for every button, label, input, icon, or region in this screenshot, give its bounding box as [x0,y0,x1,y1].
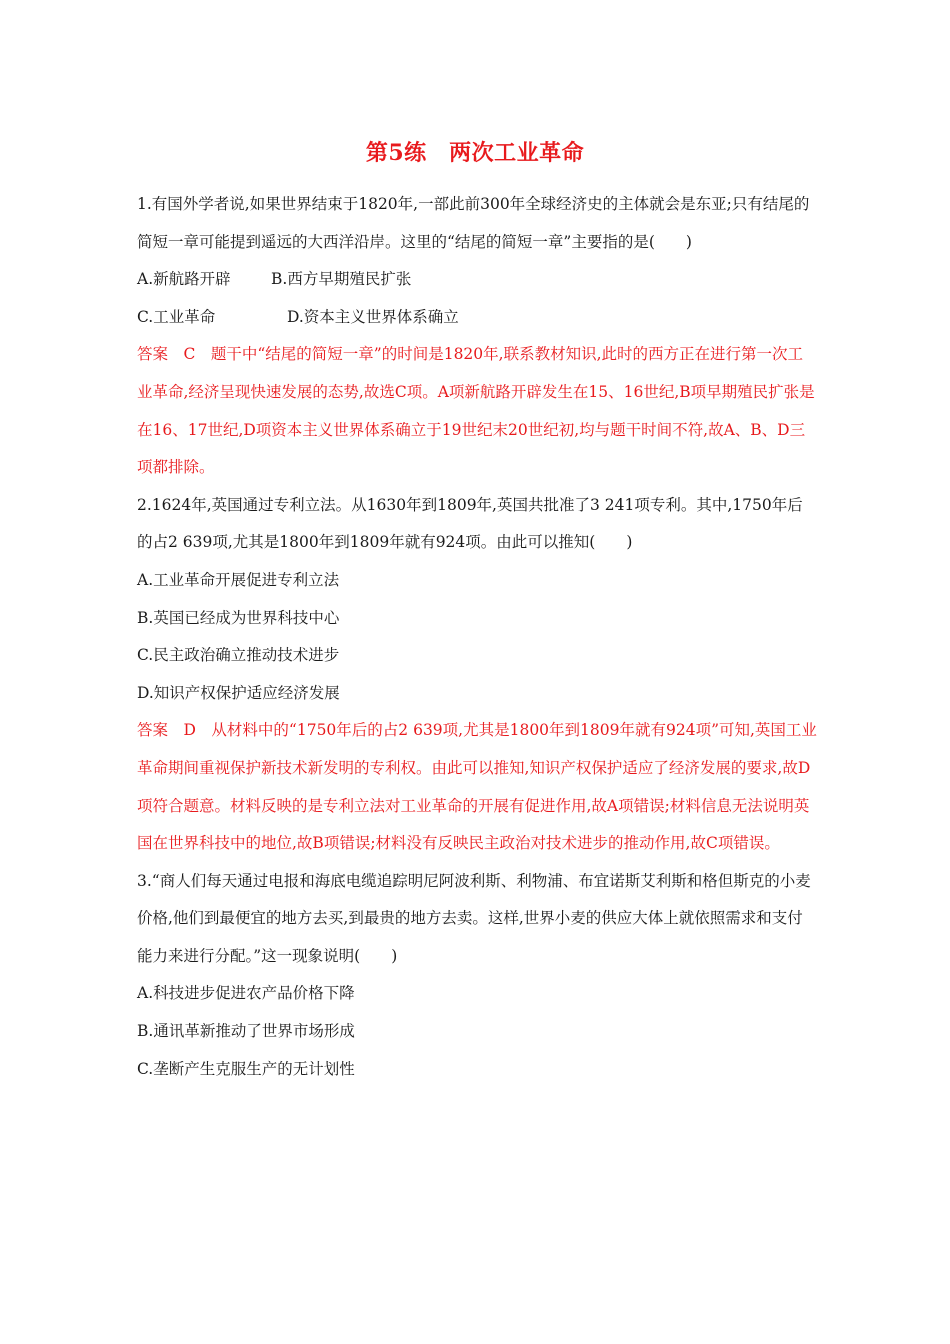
option-b: B.西方早期殖民扩张 [271,270,412,289]
question-3 [137,863,817,1089]
option-d: D.知识产权保护适应经济发展 [137,683,340,702]
question-stem: 3.“商人们每天通过电报和海底电缆追踪明尼阿波利斯、利物浦、布宜诺斯艾利斯和格但斯克的小麦价格,他们到最便宜的地方去买,到最贵的地方去卖。这样,世界小麦的供应大体上就依照需求和支付能力来进行分配。”这一现象说明( ) [137,871,811,965]
option-c: C.垄断产生克服生产的无计划性 [137,1059,355,1078]
page-title: 第5练 两次工业革命 [365,140,585,166]
option-a: A.科技进步促进农产品价格下降 [137,984,355,1003]
answer-explanation: 答案 C 题干中“结尾的简短一章”的时间是1820年,联系教材知识,此时的西方正在进行第一次工业革命,经济呈现快速发展的态势,故选C项。A项新航路开辟发生在15、16世纪,B项早期殖民扩张是在16、17世纪,D项资本主义世界体系确立于19世纪末20世纪初,均与题干时间不符,故A、B、D三项都排除。 [137,345,815,477]
question-1 [137,186,817,487]
option-row [137,299,817,337]
question-list [137,186,817,1088]
question-stem: 1.有国外学者说,如果世界结束于1820年,一部此前300年全球经济史的主体就会是东亚;只有结尾的简短一章可能提到遥远的大西洋沿岸。这里的“结尾的简短一章”主要指的是( ) [137,195,810,251]
option-c: C.工业革命 [137,307,216,326]
option-b: B.通讯革新推动了世界市场形成 [137,1022,355,1041]
question-2 [137,487,817,863]
option-d: D.资本主义世界体系确立 [287,307,459,326]
option-row [137,261,817,299]
option-b: B.英国已经成为世界科技中心 [137,608,340,627]
option-c: C.民主政治确立推动技术进步 [137,646,340,665]
question-stem: 2.1624年,英国通过专利立法。从1630年到1809年,英国共批准了3 241项专利。其中,1750年后的占2 639项,尤其是1800年到1809年就有924项。由此可以推知( ) [137,495,803,552]
option-a: A.新航路开辟 [137,270,231,289]
option-a: A.工业革命开展促进专利立法 [137,570,340,589]
answer-explanation: 答案 D 从材料中的“1750年后的占2 639项,尤其是1800年到1809年就有924项”可知,英国工业革命期间重视保护新技术新发明的专利权。由此可以推知,知识产权保护适应了经济发展的要求,故D项符合题意。材料反映的是专利立法对工业革命的开展有促进作用,故A项错误;材料信息无法说明英国在世界科技中的地位,故B项错误;材料没有反映民主政治对技术进步的推动作用,故C项错误。 [137,721,817,853]
